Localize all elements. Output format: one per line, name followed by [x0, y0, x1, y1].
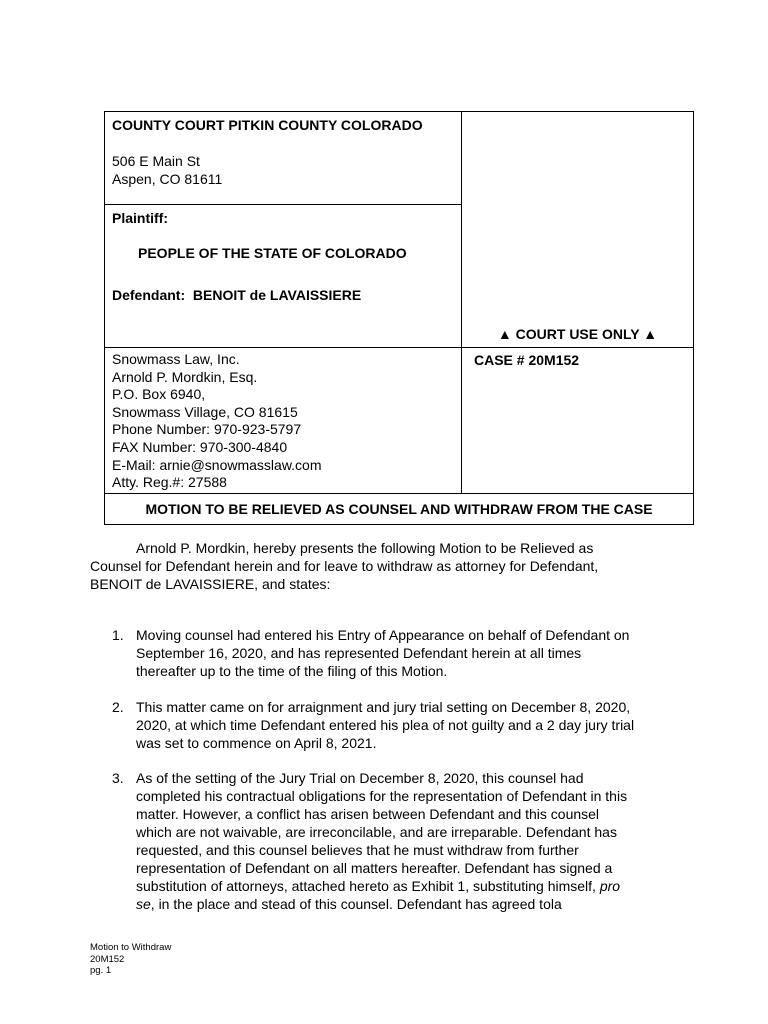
court-address-line: Aspen, CO 81611 — [112, 171, 223, 187]
item-line: Moving counsel had entered his Entry of Appearance on behalf of Defendant on — [136, 627, 630, 643]
item-line: matter. However, a conflict has arisen between Defendant and this counsel — [136, 806, 600, 822]
item-line: This matter came on for arraignment and jury trial setting on December 8, 2020, — [136, 699, 631, 715]
attorney-line: FAX Number: 970-300-4840 — [112, 438, 288, 455]
attorney-line: P.O. Box 6940, — [112, 386, 206, 403]
attorney-line: Snowmass Village, CO 81615 — [112, 403, 298, 420]
court-cell — [105, 112, 462, 205]
defendant-name: BENOIT de LAVAISSIERE — [192, 287, 362, 303]
item-number: 3. — [112, 770, 124, 786]
plaintiff-name: PEOPLE OF THE STATE OF COLORADO — [138, 245, 407, 261]
item-line — [136, 895, 682, 913]
item-line-text: , in the place and stead of this counsel. Defendant has agreed tola — [150, 896, 562, 912]
item-line: which are not waivable, are irreconcilable, and are irreparable. Defendant has — [136, 824, 617, 840]
item-line: requested, and this counsel believes that he must withdraw from further — [136, 842, 579, 858]
case-number-cell — [462, 348, 694, 494]
item-line: thereafter up to the time of the filing of this Motion. — [136, 663, 448, 679]
item-text — [136, 698, 682, 752]
case-number: CASE # 20M152 — [474, 352, 580, 368]
numbered-item — [112, 626, 682, 680]
page-footer — [90, 942, 171, 977]
item-line — [136, 877, 682, 895]
item-line: representation of Defendant on all matters hereafter. Defendant has signed a — [136, 860, 613, 876]
item-line-text: substitution of attorneys, attached hereto as Exhibit 1, substituting himself, — [136, 878, 600, 894]
footer-page-number: pg. 1 — [90, 965, 112, 976]
pro-se-italic: se — [136, 896, 151, 912]
caption-table — [104, 111, 694, 525]
court-use-only-label: ▲ COURT USE ONLY ▲ — [497, 326, 658, 342]
item-line: completed his contractual obligations for the representation of Defendant in this — [136, 788, 628, 804]
court-address-line: 506 E Main St — [112, 153, 200, 169]
item-text — [136, 626, 682, 680]
item-number: 1. — [112, 627, 124, 643]
intro-paragraph — [90, 539, 680, 593]
defendant-label: Defendant: — [112, 287, 186, 303]
intro-line: BENOIT de LAVAISSIERE, and states: — [90, 576, 331, 592]
court-use-cell — [462, 112, 694, 348]
attorney-line: Atty. Reg.#: 27588 — [112, 474, 227, 491]
item-text — [136, 769, 682, 913]
document-title-cell — [105, 494, 694, 525]
item-line: 2020, at which time Defendant entered his plea of not guilty and a 2 day jury trial — [136, 717, 635, 733]
footer-case-number: 20M152 — [90, 953, 125, 965]
footer-document-name: Motion to Withdraw — [90, 942, 172, 953]
attorney-line: Arnold P. Mordkin, Esq. — [112, 368, 258, 385]
attorney-line: Phone Number: 970-923-5797 — [112, 421, 302, 438]
attorney-line: E-Mail: arnie@snowmasslaw.com — [112, 456, 322, 473]
attorney-info-cell — [105, 348, 462, 494]
numbered-item — [112, 769, 682, 913]
parties-cell — [105, 205, 462, 348]
item-line: September 16, 2020, and has represented Defendant herein at all times — [136, 645, 582, 661]
plaintiff-label: Plaintiff: — [112, 210, 168, 226]
attorney-line: Snowmass Law, Inc. — [112, 351, 240, 367]
intro-line: Counsel for Defendant herein and for leave to withdraw as attorney for Defendant, — [90, 558, 599, 574]
item-line: was set to commence on April 8, 2021. — [136, 735, 377, 751]
pro-se-italic: pro — [599, 878, 621, 894]
document-title: MOTION TO BE RELIEVED AS COUNSEL AND WITHDRAW FROM THE CASE — [145, 501, 653, 517]
court-address — [112, 152, 461, 188]
numbered-item — [112, 698, 682, 752]
item-line: As of the setting of the Jury Trial on December 8, 2020, this counsel had — [136, 770, 584, 786]
defendant-line — [112, 286, 461, 304]
court-name: COUNTY COURT PITKIN COUNTY COLORADO — [112, 117, 423, 133]
intro-line: Arnold P. Mordkin, hereby presents the following Motion to be Relieved as — [136, 540, 594, 556]
item-number: 2. — [112, 699, 124, 715]
